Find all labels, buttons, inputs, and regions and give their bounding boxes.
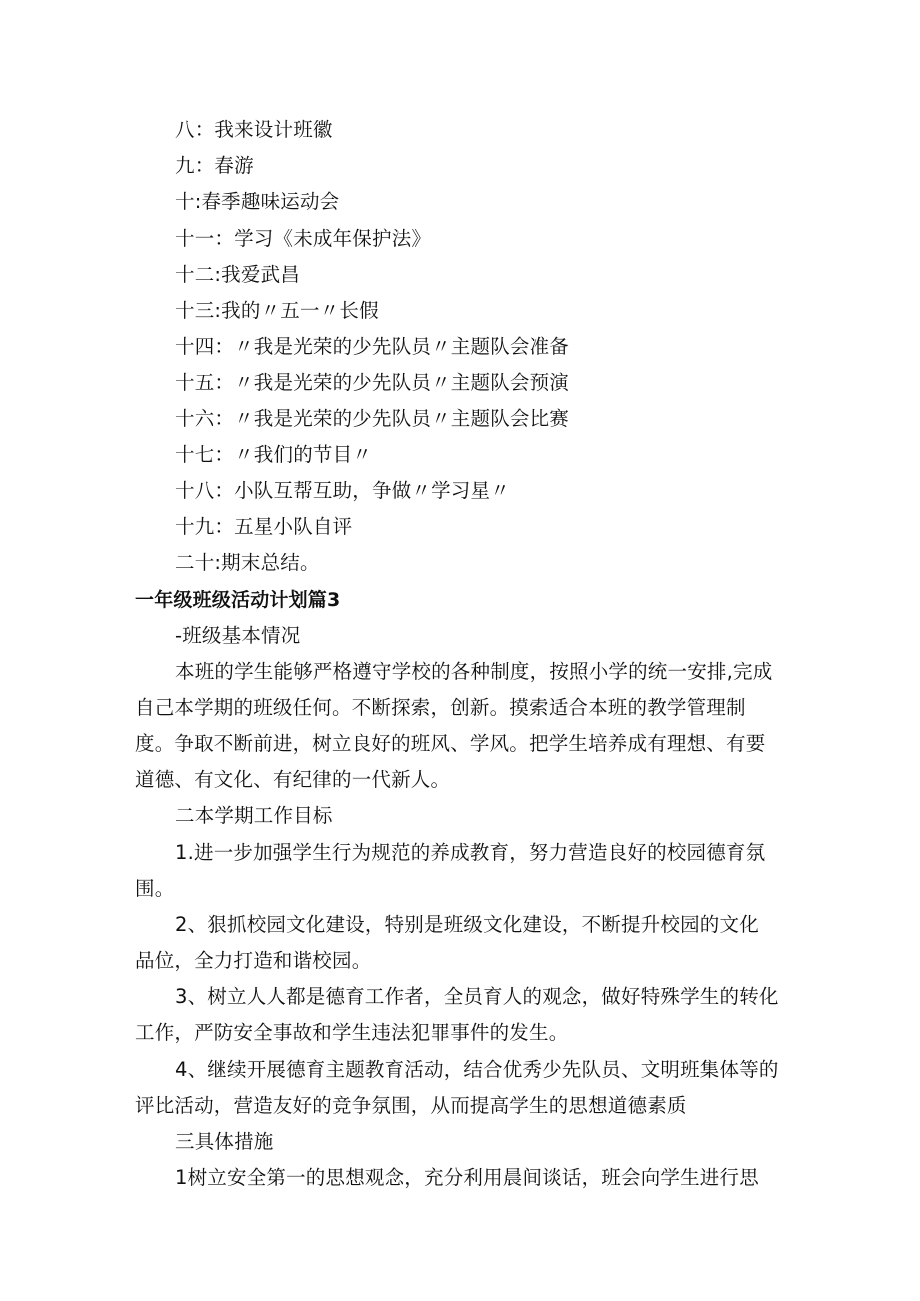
section2-heading: 二本学期工作目标	[175, 804, 333, 827]
section1-line-1: 本班的学生能够严格遵守学校的各种制度，按照小学的统一安排,完成	[175, 660, 773, 683]
goal3-line-2: 工作，严防安全事故和学生违法犯罪事件的发生。	[135, 1021, 569, 1044]
list-item-16: 十六：〃我是光荣的少先队员〃主题队会比赛	[175, 407, 570, 430]
list-item-18: 十八：小队互帮互助，争做〃学习星〃	[175, 479, 510, 502]
section1-heading: -班级基本情况	[175, 624, 301, 647]
list-item-14: 十四：〃我是光荣的少先队员〃主题队会准备	[175, 335, 570, 358]
section3-line-1: 1树立安全第一的思想观念，充分利用晨间谈话，班会向学生进行思	[175, 1166, 759, 1189]
list-item-11: 十一：学习《未成年保护法》	[175, 227, 432, 250]
goal4-line-1: 4、继续开展德育主题教育活动，结合优秀少先队员、文明班集体等的	[175, 1058, 779, 1081]
list-item-17: 十七：〃我们的节目〃	[175, 443, 373, 466]
goal1-line-2: 围。	[135, 877, 175, 900]
list-item-10: 十:春季趣味运动会	[175, 190, 340, 213]
section3-heading: 三具体措施	[175, 1130, 274, 1153]
section1-line-2: 自己本学期的班级任何。不断探索，创新。摸索适合本班的教学管理制	[135, 696, 746, 719]
section-title: 一年级班级活动计划篇3	[135, 589, 341, 611]
goal2-line-1: 2、狠抓校园文化建设，特别是班级文化建设，不断提升校园的文化	[175, 913, 759, 936]
goal4-line-2: 评比活动，营造友好的竞争氛围，从而提高学生的思想道德素质	[135, 1094, 687, 1117]
goal2-line-2: 品位，全力打造和谐校园。	[135, 949, 372, 972]
list-item-8: 八：我来设计班徽	[175, 118, 333, 141]
list-item-20: 二十:期末总结。	[175, 551, 320, 574]
goal1-line-1: 1.进一步加强学生行为规范的养成教育，努力营造良好的校园德育氛	[175, 841, 766, 864]
section1-line-3: 度。争取不断前进，树立良好的班风、学风。把学生培养成有理想、有要	[135, 732, 766, 755]
list-item-9: 九：春游	[175, 154, 254, 177]
section1-line-4: 道德、有文化、有纪律的一代新人。	[135, 768, 451, 791]
list-item-19: 十九：五星小队自评	[175, 515, 353, 538]
list-item-12: 十二:我爱武昌	[175, 263, 300, 286]
goal3-line-1: 3、树立人人都是德育工作者，全员育人的观念，做好特殊学生的转化	[175, 985, 779, 1008]
list-item-15: 十五：〃我是光荣的少先队员〃主题队会预演	[175, 371, 570, 394]
list-item-13: 十三:我的〃五一〃长假	[175, 299, 379, 322]
